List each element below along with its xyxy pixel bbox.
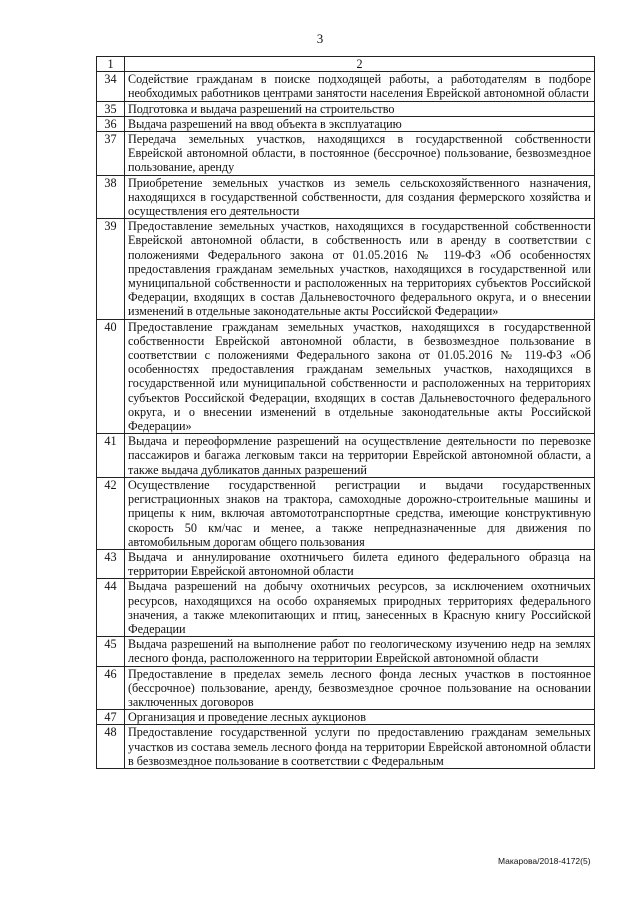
table-row [97,319,595,434]
table-row [97,549,595,578]
row-text: Предоставление земельных участков, находящихся в государственной собственности Еврейской автономной области, в собственность или в аренду в соответствии с положениями Федерального закона от 01.05.2016 № 119-ФЗ «Об особенностях предоставления гражданам земельных участков, находящихся в государственной или муниципальной собственности и расположенных на территориях субъектов Российской Федерации, входящих в состав Дальневосточного федерального округа, и о внесении изменений в отдельные законодательные акты Российской Федерации» [125,219,595,319]
row-text: Выдача разрешений на добычу охотничьих ресурсов, за исключением охотничьих ресурсов, находящихся на особо охраняемых природных территориях федерального значения, а также млекопитающих и птиц, занесенных в Красную книгу Российской Федерации [125,579,595,637]
row-text: Предоставление государственной услуги по предоставлению гражданам земельных участков из состава земель лесного фонда на территории Еврейской автономной области в безвозмездное пользование в соответствии с Федеральным [125,725,595,769]
table-row [97,132,595,176]
header-cell-number: 1 [97,57,125,72]
row-number: 47 [97,710,125,725]
page-number: 3 [316,31,324,46]
table-row [97,116,595,131]
table-row [97,579,595,637]
table-row [97,72,595,101]
document-code: Макарова/2018-4172(5) [498,856,591,866]
row-number: 35 [97,101,125,116]
row-number: 45 [97,637,125,666]
table-row [97,637,595,666]
row-text: Выдача разрешений на ввод объекта в эксплуатацию [125,116,595,131]
row-number: 36 [97,116,125,131]
row-number: 44 [97,579,125,637]
row-text: Передача земельных участков, находящихся в государственной собственности Еврейской автономной области, в постоянное (бессрочное) пользование, безвозмездное пользование, аренду [125,132,595,176]
row-number: 37 [97,132,125,176]
row-text: Содействие гражданам в поиске подходящей работы, а работодателям в подборе необходимых работников центрами занятости населения Еврейской автономной области [125,72,595,101]
row-number: 34 [97,72,125,101]
row-number: 40 [97,319,125,434]
row-text: Осуществление государственной регистрации и выдачи государственных регистрационных знаков на трактора, самоходные дорожно-строительные машины и прицепы к ним, включая автомототранспортные средства, имеющие конструктивную скорость 50 км/час и менее, а также непредназначенные для движения по автомобильным дорогам общего пользования [125,477,595,549]
table-row [97,477,595,549]
row-number: 41 [97,434,125,478]
table-row [97,725,595,769]
table-row [97,710,595,725]
table-row [97,219,595,319]
row-text: Выдача и переоформление разрешений на осуществление деятельности по перевозке пассажиров и багажа легковым такси на территории Еврейской автономной области, а также выдача дубликатов данных разрешений [125,434,595,478]
row-number: 48 [97,725,125,769]
table-row [97,666,595,710]
header-cell-text: 2 [125,57,595,72]
row-text: Подготовка и выдача разрешений на строительство [125,101,595,116]
row-text: Организация и проведение лесных аукционов [125,710,595,725]
row-text: Предоставление в пределах земель лесного фонда лесных участков в постоянное (бессрочное) пользование, аренду, безвозмездное срочное пользование на основании заключенных договоров [125,666,595,710]
table-header-row [97,57,595,72]
row-text: Выдача и аннулирование охотничьего билета единого федерального образца на территории Еврейской автономной области [125,549,595,578]
table-row [97,434,595,478]
row-text: Приобретение земельных участков из земель сельскохозяйственного назначения, находящихся в государственной собственности, для создания фермерского хозяйства и осуществления его деятельности [125,175,595,219]
row-number: 38 [97,175,125,219]
row-text: Выдача разрешений на выполнение работ по геологическому изучению недр на землях лесного фонда, расположенного на территории Еврейской автономной области [125,637,595,666]
row-number: 39 [97,219,125,319]
services-table [96,56,595,769]
row-number: 42 [97,477,125,549]
row-text: Предоставление гражданам земельных участков, находящихся в государственной собственности Еврейской автономной области, в безвозмездное пользование в соответствии с положениями Федерального закона от 01.05.2016 № 119-ФЗ «Об особенностях предоставления гражданам земельных участков, находящихся в государственной или муниципальной собственности и расположенных на территориях субъектов Российской Федерации, входящих в состав Дальневосточного федерального округа, и о внесении изменений в отдельные законодательные акты Российской Федерации» [125,319,595,434]
row-number: 46 [97,666,125,710]
table-row [97,101,595,116]
row-number: 43 [97,549,125,578]
table-row [97,175,595,219]
